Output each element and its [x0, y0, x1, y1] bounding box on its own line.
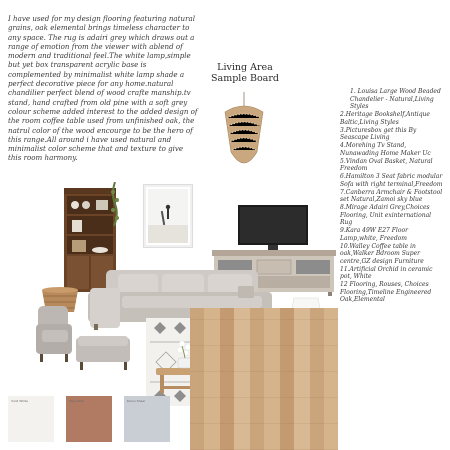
- list-item: 7.Canberra Armchair & Footstool set Natural,Zamoi sky blue: [340, 188, 443, 203]
- list-item: 2.Heritage Bookshelf,Antique Baltic,Living Styles: [340, 111, 430, 126]
- television-image: [238, 205, 308, 250]
- list-item: 8.Mirage Adairi Grey,Choices Flooring, Unit exinternational Rug: [340, 204, 432, 226]
- list-item: 1. Louisa Large Wood Beaded Chandelier - Natural,Living Styles: [350, 88, 441, 110]
- paint-swatch: [8, 396, 54, 442]
- wall-art-print: [144, 185, 192, 247]
- list-item: 6.Hamilton 3 Seat fabric modular Sofa with right terminal,Freedom: [340, 173, 443, 188]
- swatch-label: Vivid White: [11, 399, 29, 403]
- paint-swatch: [66, 396, 112, 442]
- swatch-label: Clay Date: [69, 399, 84, 403]
- flooring-sample: [190, 308, 338, 450]
- board-title: Living Area Sample Board: [211, 62, 279, 84]
- design-description: I have used for my design flooring featuring natural grains, oak elemental brings timeless character to any space. The rug is adairi grey which draws out a range of emotion from the viewer with ablend of modern and traditional feel.The white lamp,simple but yet box transparent acrylic base is complemented by minimalist white lamp shade a perfect decorative piece for any home.natural chandilier perfect blend of wood crafte manship.tv stand, hand crafted from old pine with a soft grey colour scheme added interest to the added design of the room coffee table used from unfinished oak, the natrul color of the wood encourge to be the hero of this range.All around i have used natural and minimalist color scheme that and texture to give this room harmony.: [8, 14, 198, 163]
- swatch-label: Dulux Sheer: [127, 399, 146, 403]
- list-item: 12 Flooring, Rouses, Choices Flooring,Timeline Engineered Oak,Elemental: [340, 281, 432, 303]
- chandelier-image: [217, 92, 271, 174]
- list-item: 11.Artificial Orchid in ceramic pot, White: [340, 265, 433, 280]
- list-item: 9.Kara 49W E27 Floor Lamp,white, Freedom: [340, 227, 408, 242]
- paint-swatch: [124, 396, 170, 442]
- list-item: 10.Walley Coffee table in oak,Walker Bdroom Super centre,GZ design Furniture: [340, 242, 424, 265]
- list-item: 4.Morehing Tv Stand, Nunawading Home Maker Uc: [340, 142, 431, 157]
- item-list: [340, 88, 444, 304]
- surfer-illustration: [146, 187, 190, 245]
- armchair-footstool-image: [36, 300, 136, 372]
- list-item: 3.Picturesbox get this By Seascape Living: [340, 126, 417, 141]
- plant-image: [108, 182, 122, 232]
- list-item: 5.Vindan Oval Basket, Natural Freedom: [340, 157, 433, 172]
